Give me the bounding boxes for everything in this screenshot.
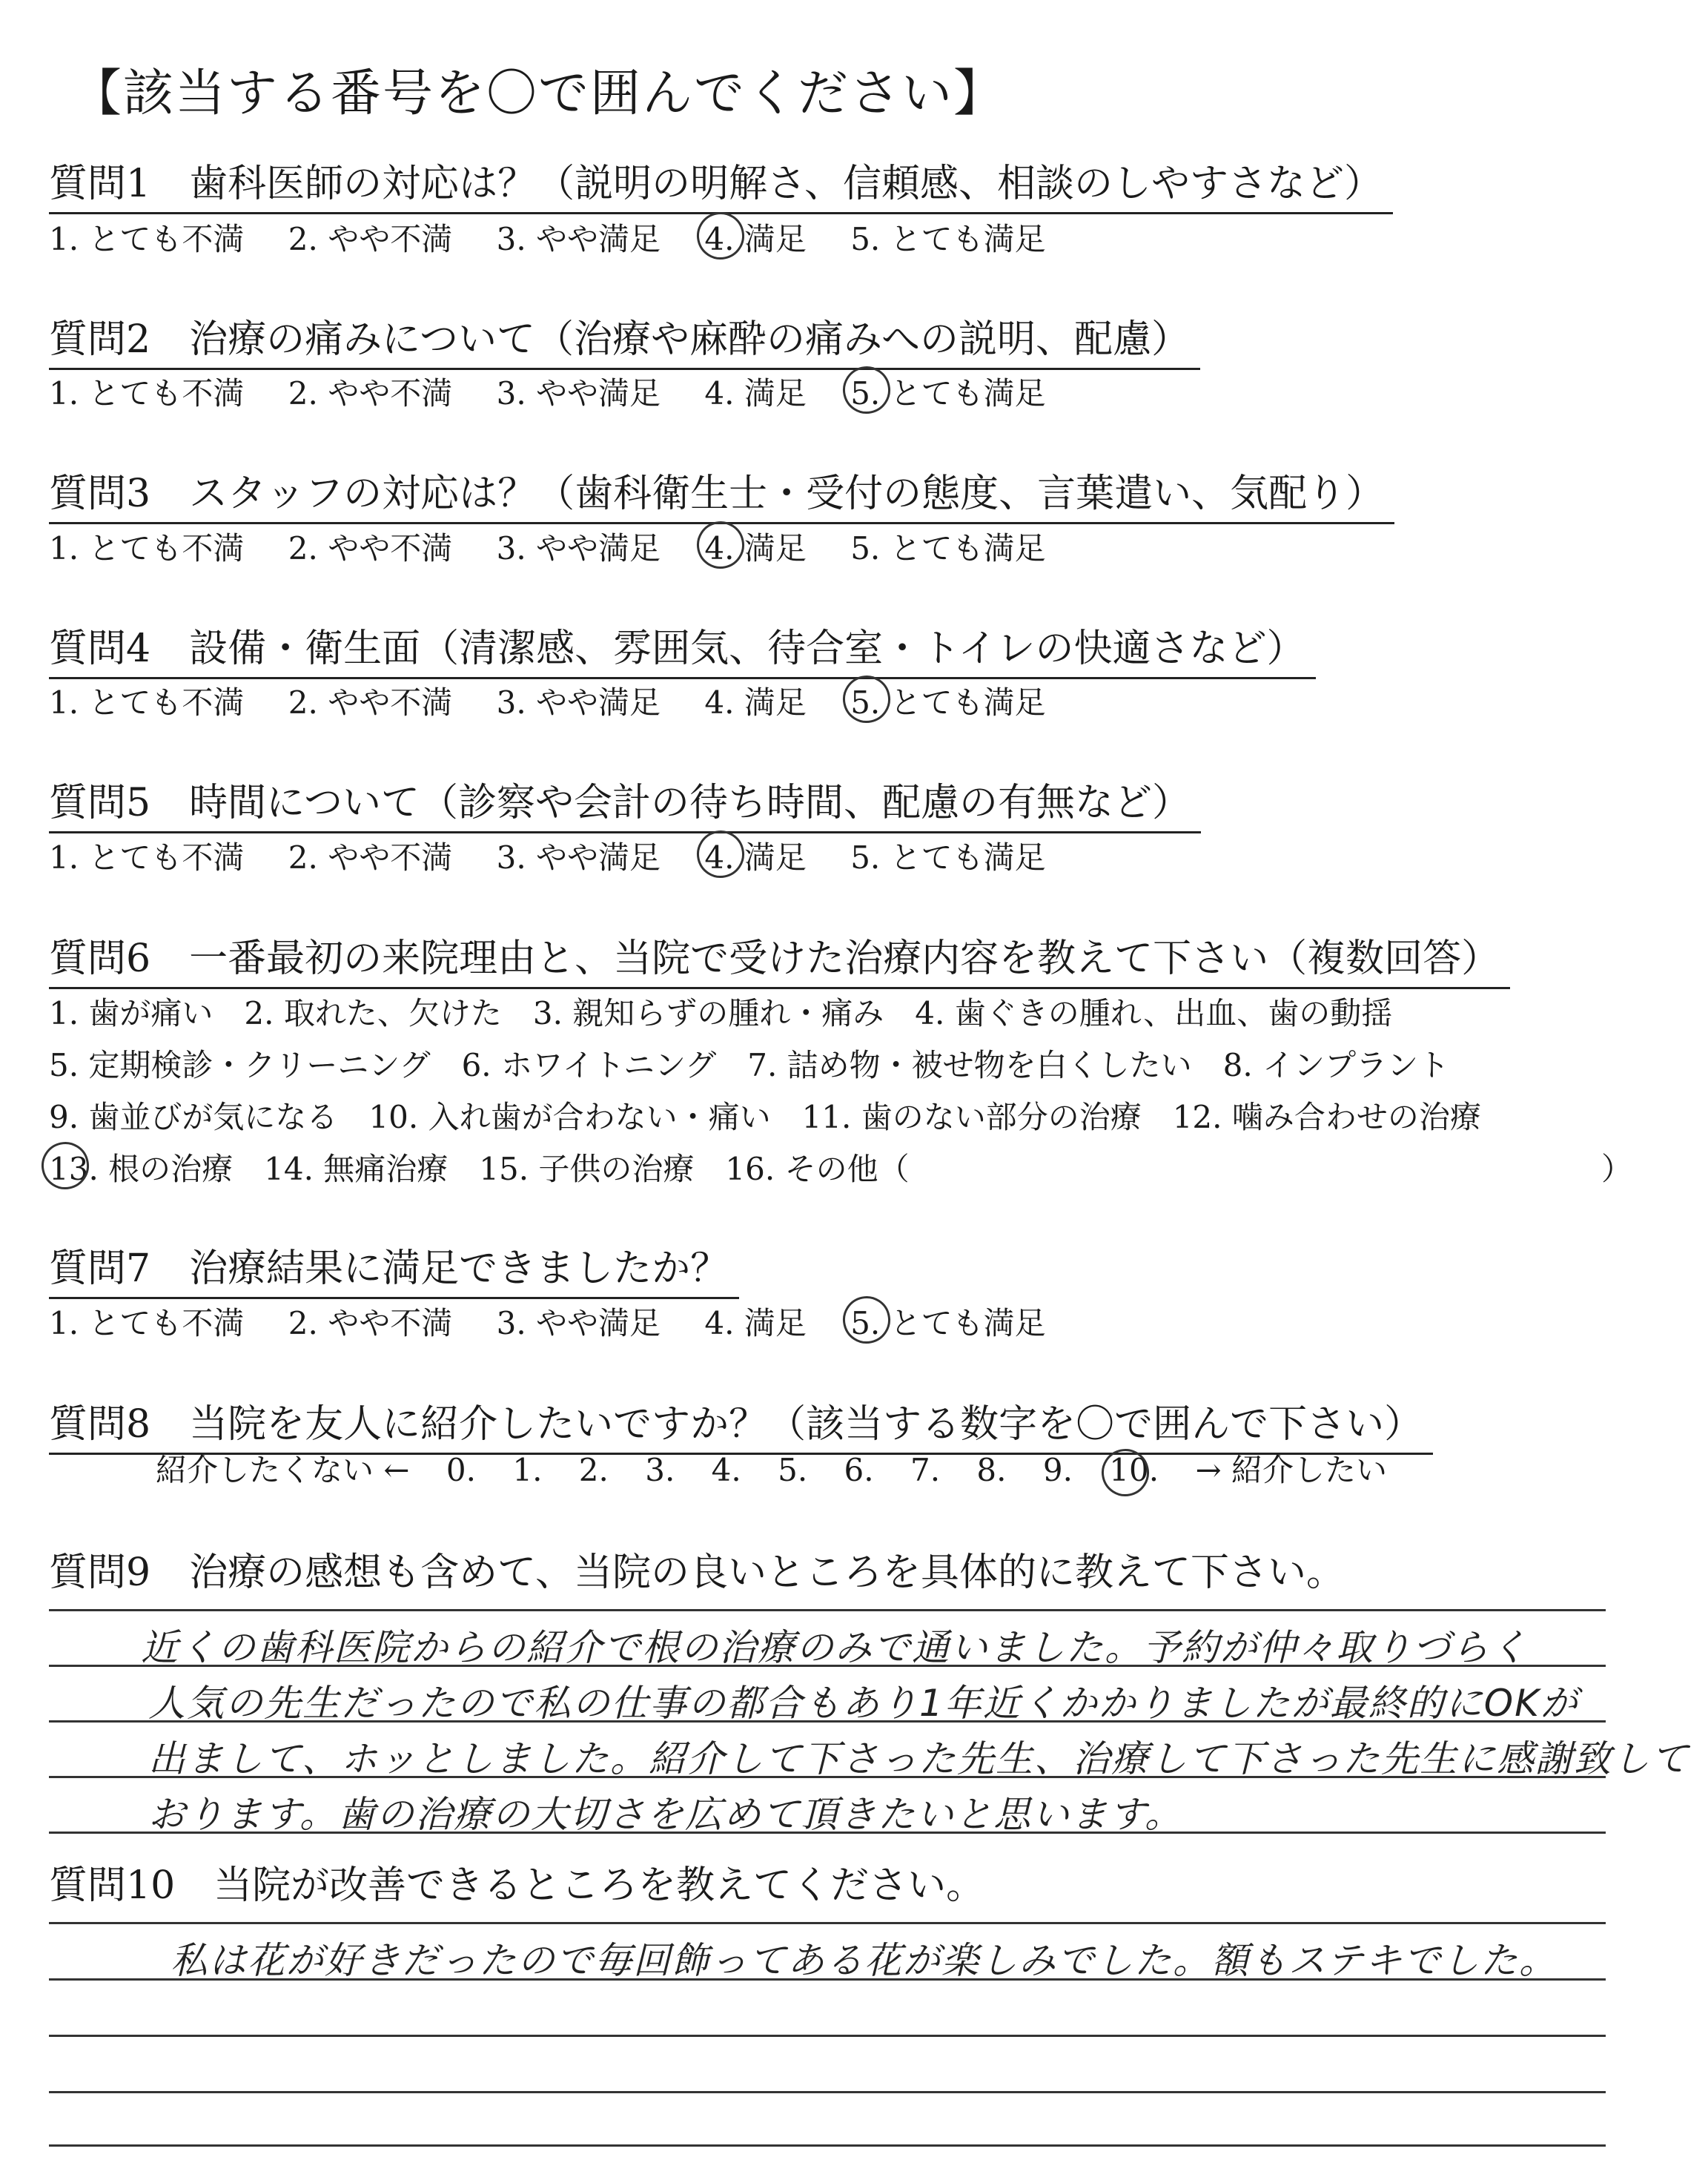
- page-header: 【該当する番号を〇で囲んでください】: [71, 65, 1006, 123]
- q1-option-3[interactable]: 3. やや満足: [496, 221, 661, 257]
- q6-line-1[interactable]: 1. 歯が痛い 2. 取れた、欠けた 3. 親知らずの腫れ・痛み 4. 歯ぐきの腫れ、出血、歯の動揺: [49, 995, 1393, 1031]
- q5-option-2[interactable]: 2. やや不満: [288, 839, 453, 876]
- nps-option-10[interactable]: 10.: [1109, 1452, 1159, 1488]
- nps-scale: [156, 1446, 1414, 1490]
- q1-option-4[interactable]: 4. 満足: [704, 215, 806, 260]
- question-4-title: 質問4 設備・衛生面（清潔感、雰囲気、待合室・トイレの快適さなど）: [49, 617, 1316, 679]
- question-1-title: 質問1 歯科医師の対応は？（説明の明解さ、信頼感、相談のしやすさなど）: [49, 152, 1393, 214]
- q10-rule-3: [49, 2035, 1606, 2037]
- nps-left-label: 紹介したくない ←: [156, 1452, 410, 1488]
- q9-answer-line-4[interactable]: おります。歯の治療の大切さを広めて頂きたいと思います。: [148, 1793, 1183, 1836]
- q3-option-5[interactable]: 5. とても満足: [850, 530, 1046, 567]
- q5-option-4[interactable]: 4. 満足: [704, 833, 806, 878]
- question-7-options: [49, 1299, 1080, 1344]
- q3-option-4[interactable]: 4. 満足: [704, 524, 806, 569]
- q5-option-1[interactable]: 1. とても不満: [49, 839, 245, 876]
- question-4-options: [49, 678, 1080, 723]
- question-8-title: 質問8 当院を友人に紹介したいですか？（該当する数字を〇で囲んで下さい）: [49, 1393, 1433, 1455]
- q6-line-2[interactable]: 5. 定期検診・クリーニング 6. ホワイトニング 7. 詰め物・被せ物を白くしたい 8. インプラント: [49, 1047, 1450, 1083]
- nps-right-label: → 紹介したい: [1195, 1452, 1387, 1488]
- q9-answer-line-3[interactable]: 出まして、ホッとしました。紹介して下さった先生、治療して下さった先生に感謝致して: [148, 1737, 1689, 1780]
- nps-option-3[interactable]: 3.: [645, 1452, 675, 1488]
- question-6-title: 質問6 一番最初の来院理由と、当院で受けた治療内容を教えて下さい（複数回答）: [49, 927, 1510, 989]
- q2-option-1[interactable]: 1. とても不満: [49, 375, 245, 412]
- nps-option-6[interactable]: 6.: [844, 1452, 874, 1488]
- question-5-options: [49, 833, 1080, 878]
- q2-option-4[interactable]: 4. 満足: [704, 375, 807, 412]
- q5-option-3[interactable]: 3. やや満足: [496, 839, 661, 876]
- q1-option-5[interactable]: 5. とても満足: [850, 221, 1046, 257]
- nps-option-1[interactable]: 1.: [512, 1452, 543, 1488]
- q4-option-3[interactable]: 3. やや満足: [496, 684, 661, 721]
- q10-rule-4: [49, 2091, 1606, 2093]
- q7-option-5[interactable]: 5. とても満足: [850, 1299, 1045, 1344]
- q3-option-3[interactable]: 3. やや満足: [496, 530, 661, 567]
- q3-option-1[interactable]: 1. とても不満: [49, 530, 245, 567]
- q1-option-1[interactable]: 1. とても不満: [49, 221, 245, 257]
- question-10-title: 質問10 当院が改善できるところを教えてください。: [49, 1863, 985, 1908]
- q7-option-3[interactable]: 3. やや満足: [496, 1305, 661, 1341]
- q10-answer-line-1[interactable]: 私は花が好きだったので毎回飾ってある花が楽しみでした。額もステキでした。: [171, 1939, 1558, 1982]
- q2-option-5[interactable]: 5. とても満足: [850, 369, 1045, 414]
- nps-option-9[interactable]: 9.: [1042, 1452, 1073, 1488]
- nps-option-4[interactable]: 4.: [711, 1452, 741, 1488]
- nps-option-5[interactable]: 5.: [778, 1452, 808, 1488]
- q10-rule-1: [49, 1922, 1606, 1924]
- q6-line-3[interactable]: 9. 歯並びが気になる 10. 入れ歯が合わない・痛い 11. 歯のない部分の治療 12. 噛み合わせの治療: [49, 1099, 1481, 1135]
- question-7-title: 質問7 治療結果に満足できましたか？: [49, 1237, 739, 1299]
- nps-option-7[interactable]: 7.: [910, 1452, 941, 1488]
- nps-option-2[interactable]: 2.: [578, 1452, 609, 1488]
- nps-option-0[interactable]: 0.: [446, 1452, 476, 1488]
- q2-option-3[interactable]: 3. やや満足: [496, 375, 661, 412]
- question-9-title: 質問9 治療の感想も含めて、当院の良いところを具体的に教えて下さい。: [49, 1550, 1345, 1595]
- question-5-title: 質問5 時間について（診察や会計の待ち時間、配慮の有無など）: [49, 771, 1201, 833]
- question-3-title: 質問3 スタッフの対応は？（歯科衛生士・受付の態度、言葉遣い、気配り）: [49, 462, 1394, 524]
- q4-option-1[interactable]: 1. とても不満: [49, 684, 245, 721]
- q5-option-5[interactable]: 5. とても満足: [850, 839, 1046, 876]
- q10-rule-5: [49, 2144, 1606, 2147]
- q6-line-4-options[interactable]: 13. 根の治療 14. 無痛治療 15. 子供の治療 16. その他（: [49, 1145, 910, 1189]
- q6-line-4: [49, 1145, 910, 1189]
- q4-option-2[interactable]: 2. やや不満: [288, 684, 453, 721]
- question-3-options: [49, 524, 1080, 569]
- nps-option-8[interactable]: 8.: [976, 1452, 1007, 1488]
- q9-answer-line-1[interactable]: 近くの歯科医院からの紹介で根の治療のみで通いました。予約が仲々取りづらく: [141, 1626, 1529, 1669]
- q2-option-2[interactable]: 2. やや不満: [288, 375, 453, 412]
- q1-option-2[interactable]: 2. やや不満: [288, 221, 453, 257]
- q3-option-2[interactable]: 2. やや不満: [288, 530, 453, 567]
- q7-option-1[interactable]: 1. とても不満: [49, 1305, 245, 1341]
- q9-answer-line-2[interactable]: 人気の先生だったので私の仕事の都合もあり1年近くかかりましたが最終的にOKが: [148, 1682, 1579, 1725]
- q9-rule-1: [49, 1609, 1606, 1611]
- question-2-options: [49, 369, 1080, 414]
- q6-other-close-paren: ）: [1601, 1151, 1633, 1187]
- q7-option-4[interactable]: 4. 満足: [704, 1305, 807, 1341]
- q7-option-2[interactable]: 2. やや不満: [288, 1305, 453, 1341]
- q4-option-5[interactable]: 5. とても満足: [850, 678, 1045, 723]
- question-1-options: [49, 215, 1080, 260]
- q4-option-4[interactable]: 4. 満足: [704, 684, 807, 721]
- question-2-title: 質問2 治療の痛みについて（治療や麻酔の痛みへの説明、配慮）: [49, 308, 1200, 370]
